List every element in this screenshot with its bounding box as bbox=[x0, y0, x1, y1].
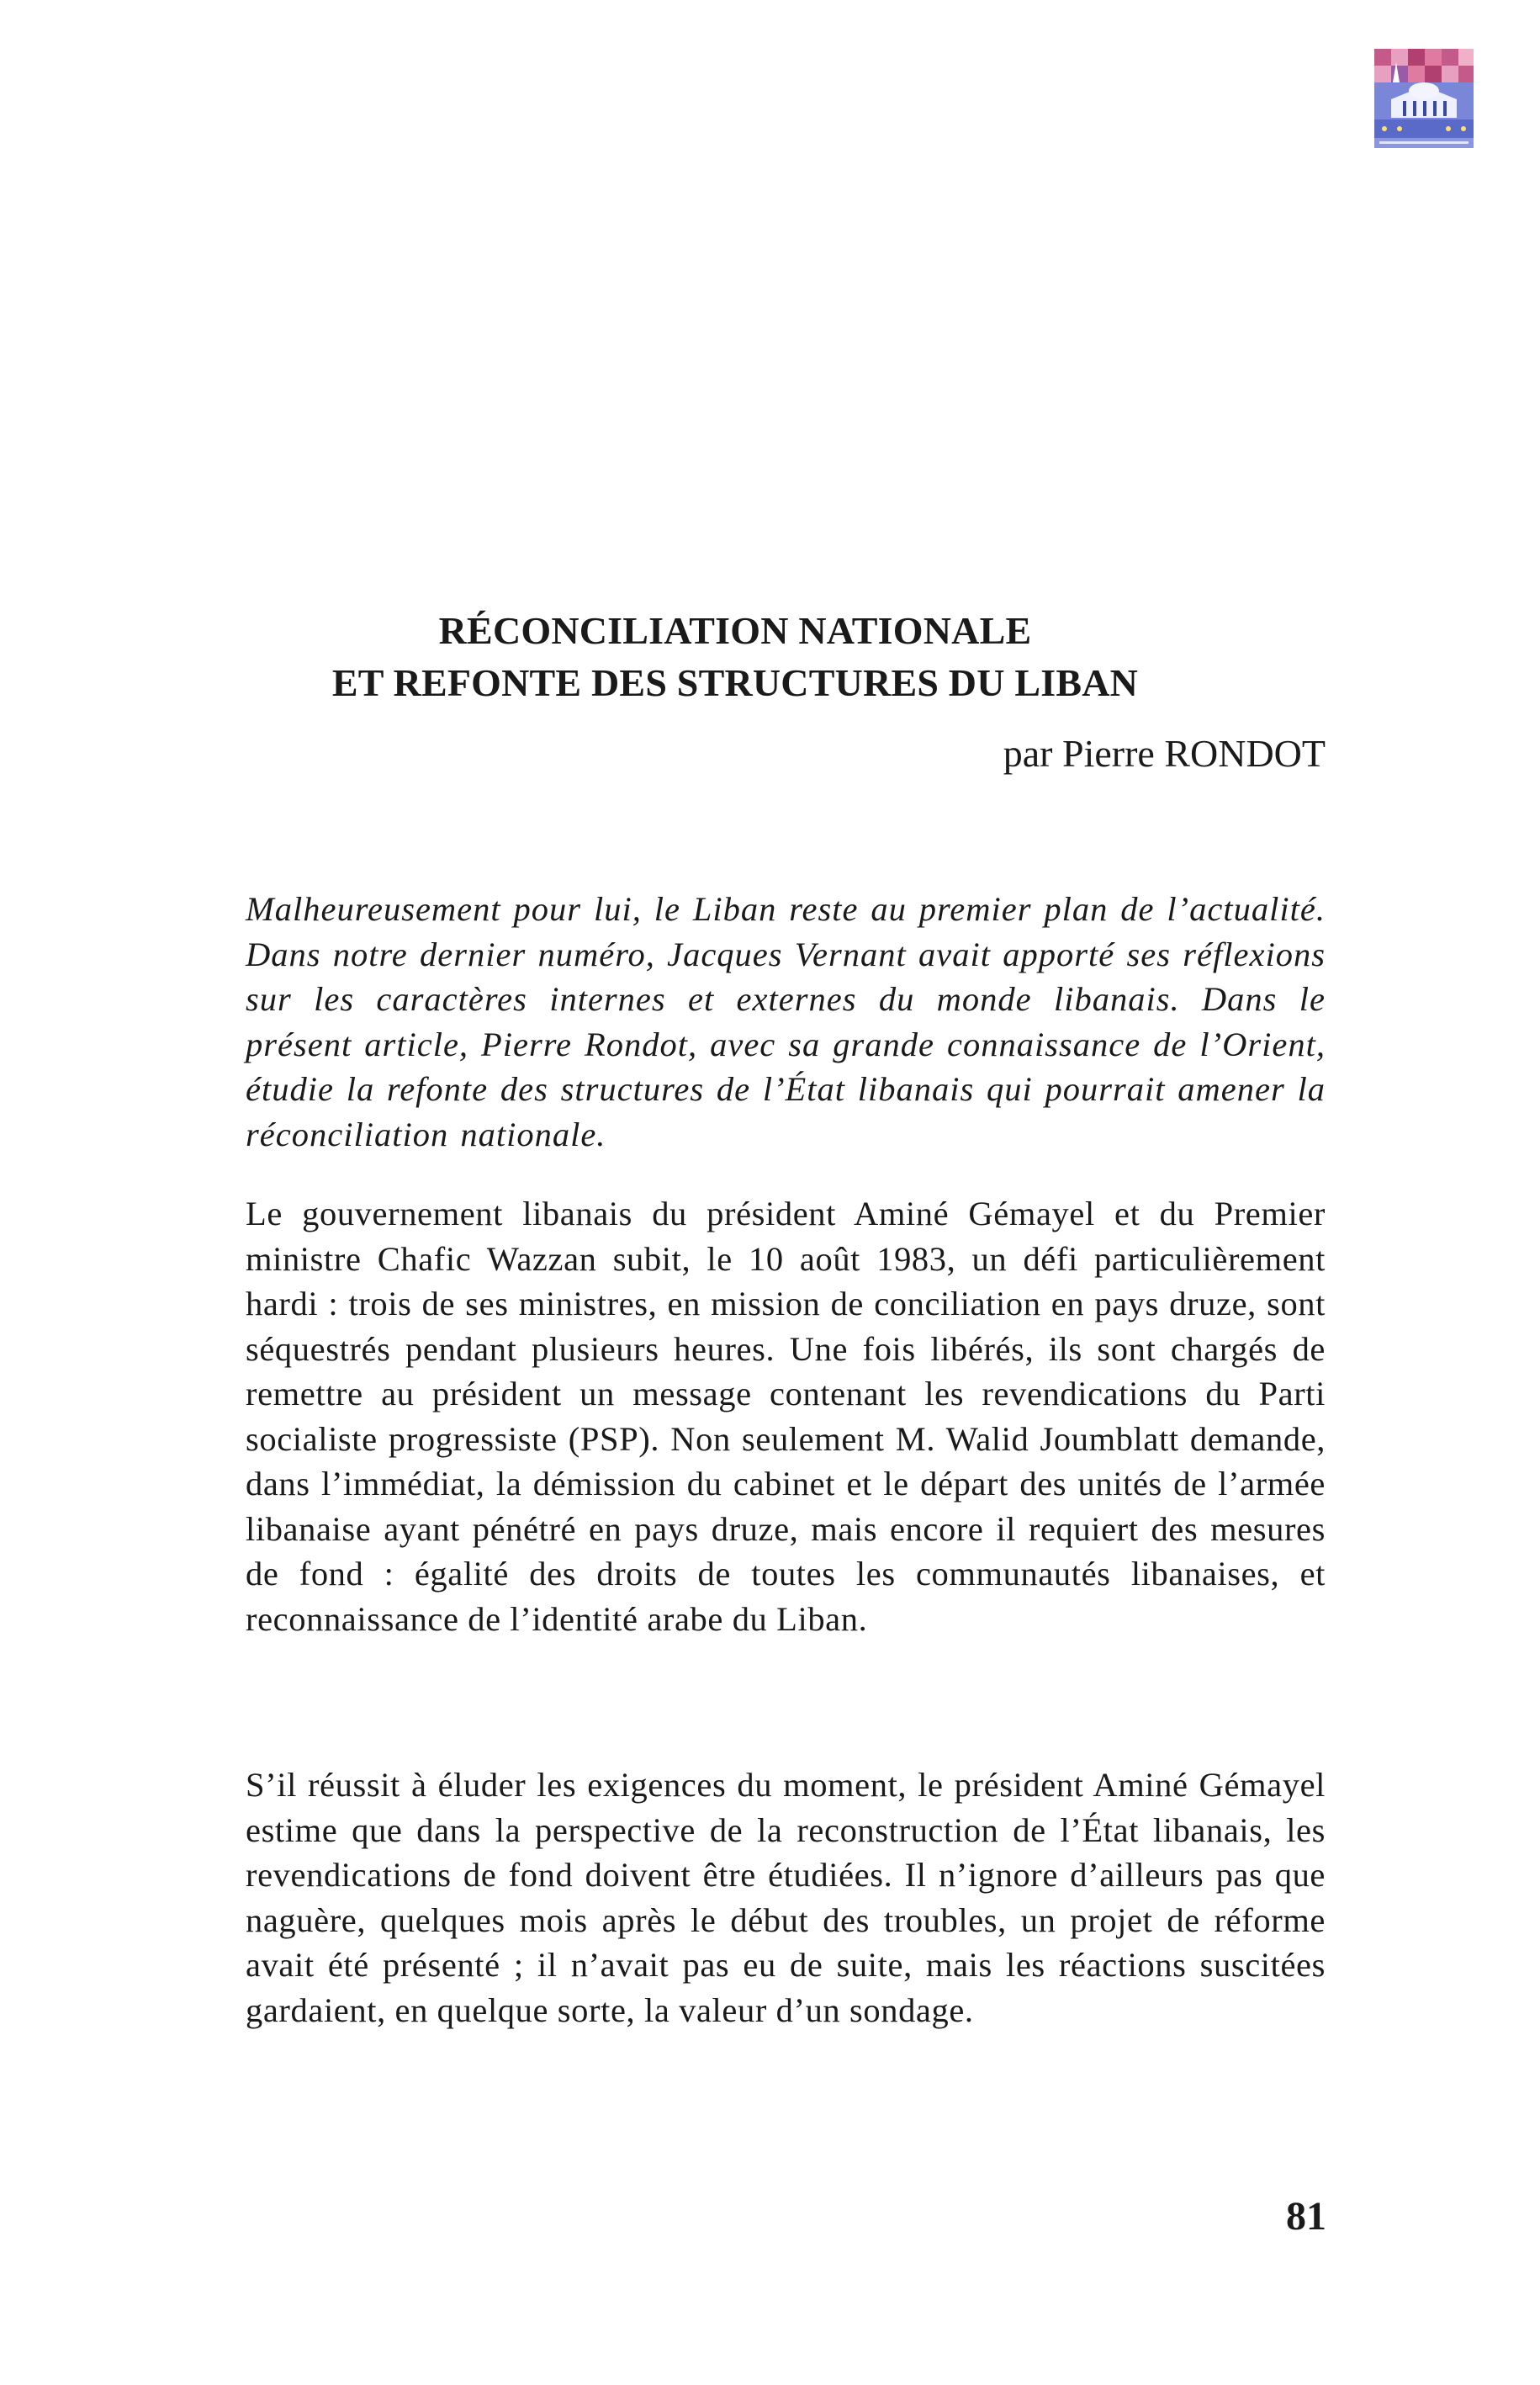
article-title-line-1: RÉCONCILIATION NATIONALE bbox=[438, 608, 1032, 652]
article-author: par Pierre RONDOT bbox=[1003, 732, 1326, 775]
body-paragraph-2: S’il réussit à éluder les exigences du moment, le président Aminé Gémayel estime que dans la perspective de la reconstruction de l’État libanais, les revendications de fond doivent être étudiées. Il n’ignore d’ailleurs pas que naguère, quelques mois après le début des troubles, un projet de réforme avait été présenté ; il n’avait pas eu de suite, mais les réactions suscitées gardaient, en quelque sorte, la valeur d’un sondage. bbox=[246, 1766, 1326, 2029]
body-paragraph-1: Le gouvernement libanais du président Aminé Gémayel et du Premier ministre Chafic Wazzan subit, le 10 août 1983, un défi particulièrement hardi : trois de ses ministres, en mission de conciliation en pays druze, sont séquestrés pendant plusieurs heures. Une fois libérés, ils sont chargés de remettre au président un message contenant les revendications du Parti socialiste progressiste (PSP). Non seulement M. Walid Joumblatt demande, dans l’immédiat, la démission du cabinet et le départ des unités de l’armée libanaise ayant pénétré en pays druze, mais encore il requiert des mesures de fond : égalité des droits de toutes les communautés libanaises, et reconnaissance de l’identité arabe du Liban. bbox=[246, 1195, 1326, 1638]
institution-building-logo bbox=[1374, 49, 1474, 148]
article-intro: Malheureusement pour lui, le Liban reste au premier plan de l’actualité. Dans notre dernier numéro, Jacques Vernant avait apporté ses réflexions sur les caractères internes et externes du monde libanais. Dans le présent article, Pierre Rondot, avec sa grande connaissance de l’Orient, étudie la refonte des structures de l’État libanais qui pourrait amener la réconciliation nationale. bbox=[246, 890, 1326, 1153]
page-number: 81 bbox=[1286, 2194, 1326, 2239]
article-title-line-2: ET REFONTE DES STRUCTURES DU LIBAN bbox=[331, 660, 1139, 704]
article-title bbox=[246, 605, 1225, 709]
